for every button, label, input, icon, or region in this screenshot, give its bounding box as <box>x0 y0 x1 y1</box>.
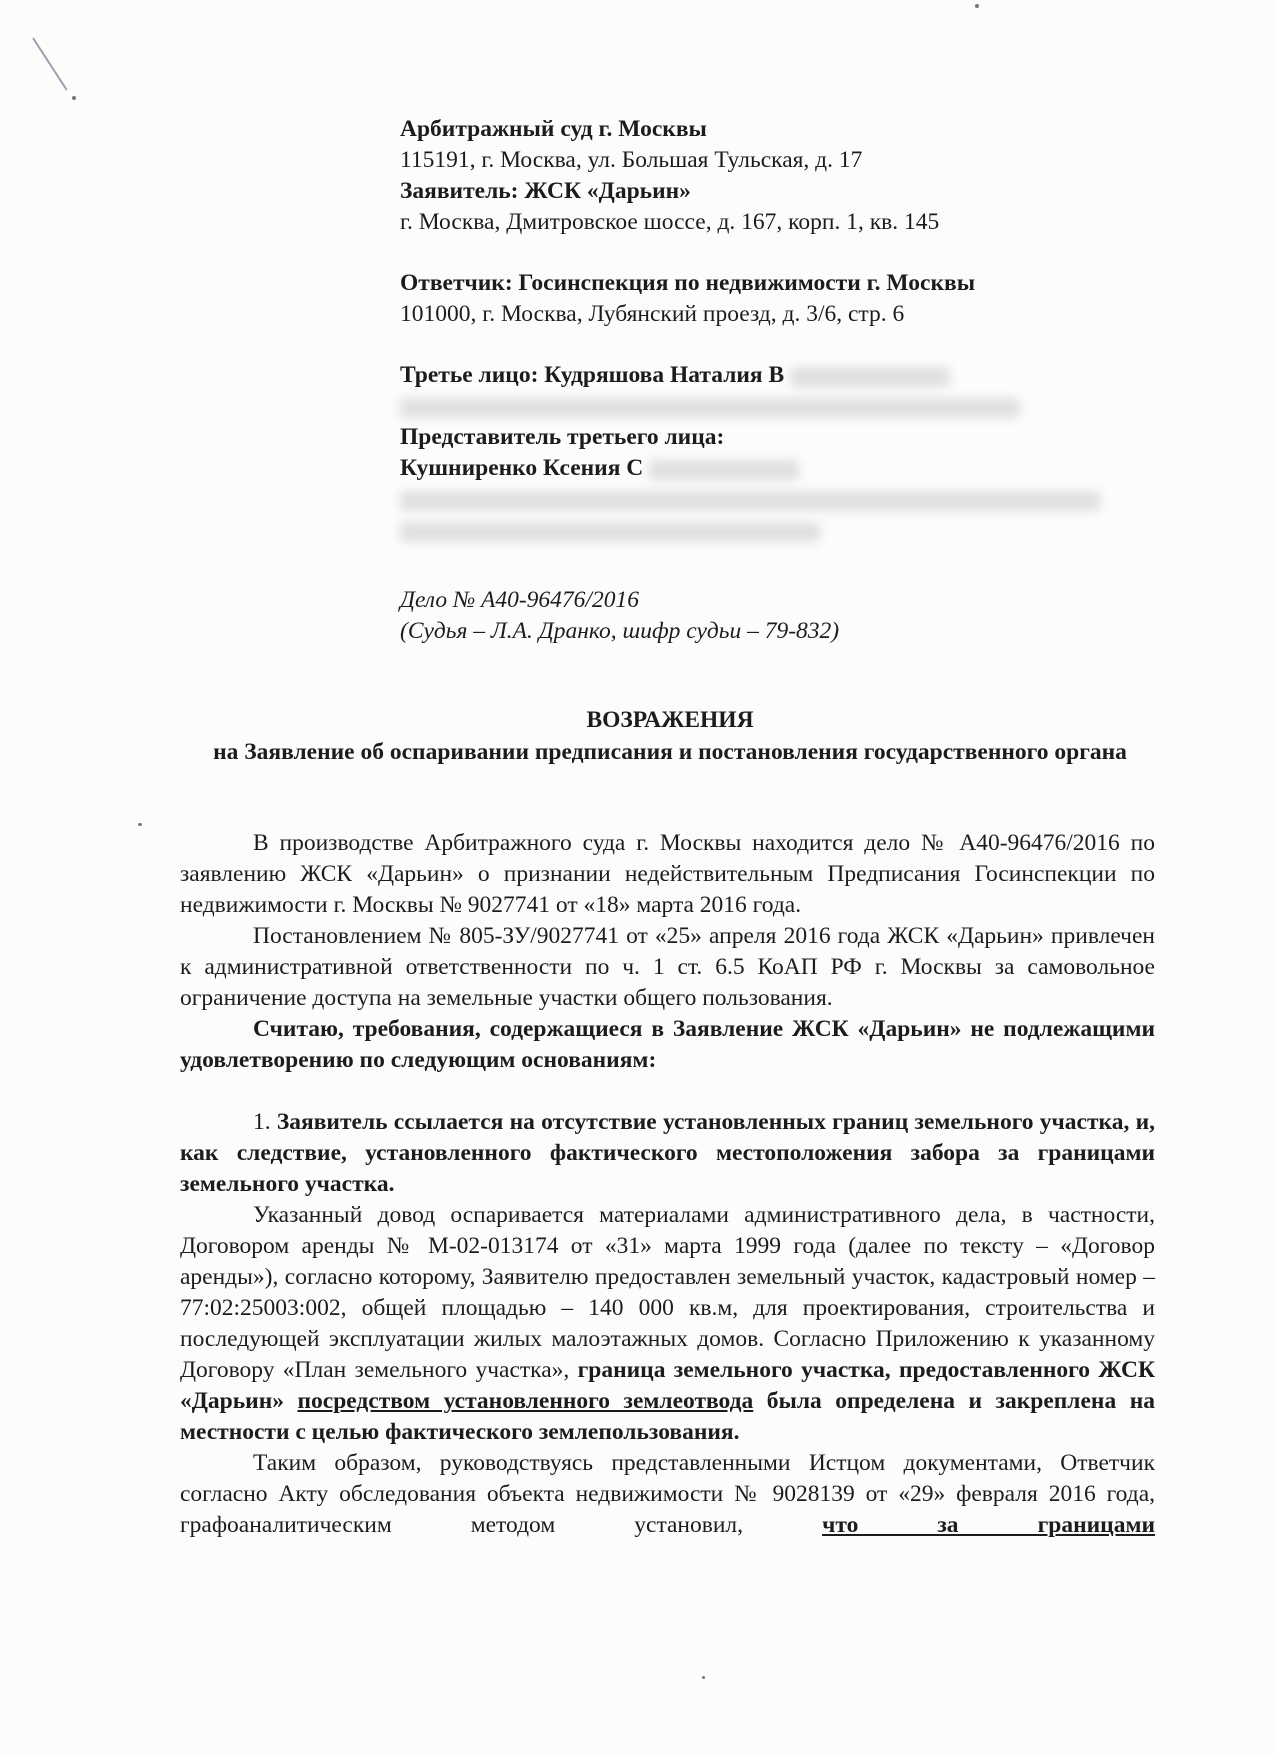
paragraph-5-underlined: посредством установленного землеотвода <box>297 1388 754 1414</box>
third-party-rep-name: Кушниренко Ксения С <box>400 455 644 481</box>
title-sub: на Заявление об оспаривании предписания и постановления государственного органа <box>213 739 1127 765</box>
paragraph-2: Постановлением № 805-ЗУ/9027741 от «25» апреля 2016 года ЖСК «Дарьин» привлечен к административной ответственности по ч. 1 ст. 6.5 КоАП РФ г. Москвы за самовольное ограничение доступа на земельные участки общего пользования. <box>180 923 1155 1011</box>
scan-scratch <box>32 37 67 90</box>
defendant-address: 101000, г. Москва, Лубянский проезд, д. 3/6, стр. 6 <box>400 301 905 327</box>
paragraph-1: В производстве Арбитражного суда г. Москвы находится дело № А40-96476/2016 по заявлению ЖСК «Дарьин» о признании недействительным Предписания Госинспекции по недвижимости г. Москвы № 9027741 от «18» марта 2016 года. <box>180 830 1155 918</box>
court-name: Арбитражный суд г. Москвы <box>400 116 707 142</box>
redacted-area <box>400 398 1020 418</box>
case-number: Дело № А40-96476/2016 <box>400 587 639 613</box>
paragraph-5 <box>180 1200 1155 1448</box>
scan-speck <box>702 1676 705 1679</box>
header-block <box>400 114 1120 546</box>
paragraph-5-part-a: Указанный довод оспаривается материалами административного дела, в частности, Договором аренды № М-02-013174 от «31» марта 1999 года (далее по тексту – «Договор аренды»), согласно которому, Заявителю предоставлен земельный участок, кадастровый номер – 77:02:25003:002, общей площадью – 140 000 кв.м, для проектирования, строительства и последующей эксплуатации жилых малоэтажных домов. Согласно Приложению к указанному Договору «План земельного участка», <box>180 1202 1155 1383</box>
document-body <box>180 828 1155 1541</box>
case-judge: (Судья – Л.А. Дранко, шифр судьи – 79-832) <box>400 618 840 644</box>
redacted-area <box>400 491 1100 511</box>
defendant-label: Ответчик: Госинспекция по недвижимости г. Москвы <box>400 270 976 296</box>
paragraph-6-underlined: что за границами <box>822 1512 1155 1538</box>
scan-speck <box>975 4 979 8</box>
paragraph-6-part-a: Таким образом, руководствуясь представленными Истцом документами, Ответчик согласно Акту обследования объекта недвижимости № 9028139 от «29» февраля 2016 года, графоаналитическим методом установил, <box>180 1450 1155 1538</box>
paragraph-5-part-d: была определена и закреплена на местности с целью фактического землепользования. <box>180 1388 1155 1445</box>
paragraph-3: Считаю, требования, содержащиеся в Заявление ЖСК «Дарьин» не подлежащими удовлетворению по следующим основаниям: <box>180 1016 1155 1073</box>
applicant-address: г. Москва, Дмитровское шоссе, д. 167, корп. 1, кв. 145 <box>400 209 940 235</box>
paragraph-4 <box>180 1107 1155 1200</box>
third-party-rep-label: Представитель третьего лица: <box>400 424 725 450</box>
paragraph-6 <box>180 1448 1155 1541</box>
paragraph-4-number: 1. <box>253 1109 277 1135</box>
redacted-area <box>400 522 820 542</box>
redacted-area <box>649 460 799 480</box>
third-party-label: Третье лицо: Кудряшова Наталия В <box>400 362 785 388</box>
paragraph-5-part-b: граница земельного участка, предоставленного ЖСК «Дарьин» <box>180 1357 1155 1414</box>
redacted-area <box>790 367 950 387</box>
paragraph-4-text: Заявитель ссылается на отсутствие установленных границ земельного участка, и, как следствие, установленного фактического местоположения забора за границами земельного участка. <box>180 1109 1155 1197</box>
applicant-label: Заявитель: ЖСК «Дарьин» <box>400 178 691 204</box>
document-title <box>180 704 1160 768</box>
court-address: 115191, г. Москва, ул. Большая Тульская, д. 17 <box>400 147 863 173</box>
scan-speck <box>138 823 142 826</box>
case-info <box>400 585 839 647</box>
title-main: ВОЗРАЖЕНИЯ <box>586 707 754 733</box>
scan-speck <box>72 96 76 100</box>
